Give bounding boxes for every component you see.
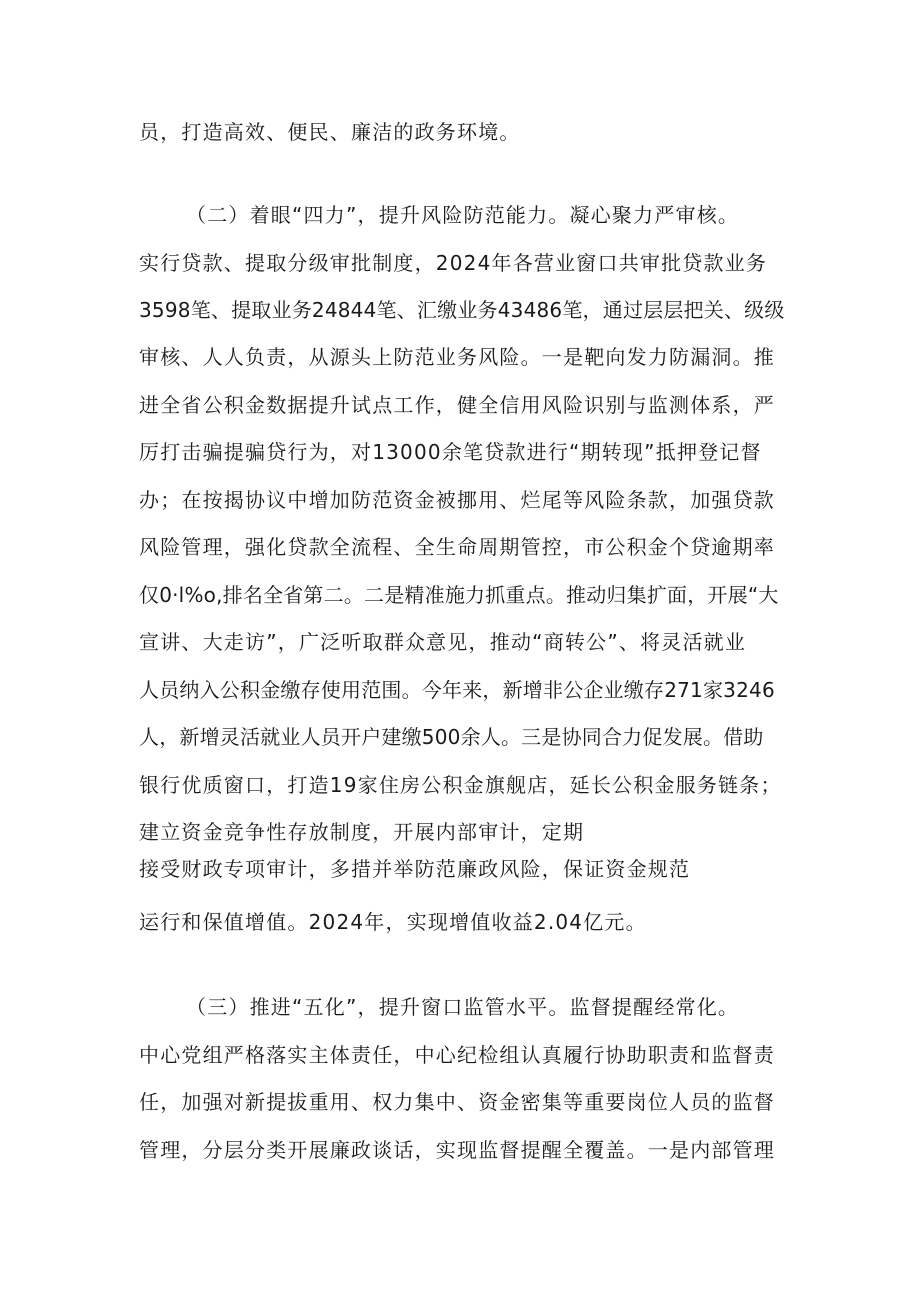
text-line: 银行优质窗口，打造19家住房公积金旗舰店，延长公积金服务链条； <box>139 773 782 797</box>
section-heading-3: （三）推进“五化”，提升窗口监管水平。监督提醒经常化。 <box>186 995 740 1019</box>
text-line: 人员纳入公积金缴存使用范围。今年来，新增非公企业缴存271家3246 <box>139 678 775 702</box>
section-heading-2: （二）着眼“四力”，提升风险防范能力。凝心聚力严审核。 <box>186 203 740 227</box>
text-line: 中心党组严格落实主体责任，中心纪检组认真履行协助职责和监督责 <box>139 1043 775 1067</box>
text-line: 审核、人人负责，从源头上防范业务风险。一是靶向发力防漏洞。推 <box>139 345 775 369</box>
text-line: 人，新增灵活就业人员开户建缴500余人。三是协同合力促发展。借助 <box>139 725 764 749</box>
text-line: 实行贷款、提取分级审批制度，2024年各营业窗口共审批贷款业务 <box>139 251 768 275</box>
text-line: 建立资金竞争性存放制度，开展内部审计，定期 <box>139 820 585 844</box>
text-line: 任，加强对新提拔重用、权力集中、资金密集等重要岗位人员的监督 <box>139 1090 775 1114</box>
text-line: 管理，分层分类开展廉政谈话，实现监督提醒全覆盖。一是内部管理 <box>139 1138 775 1162</box>
text-line: 运行和保值增值。2024年，实现增值收益2.04亿元。 <box>139 910 647 934</box>
text-line: 3598笔、提取业务24844笔、汇缴业务43486笔，通过层层把关、级级 <box>139 298 785 322</box>
text-line: 厉打击骗提骗贷行为，对13000余笔贷款进行“期转现”抵押登记督 <box>139 440 762 464</box>
text-line: 进全省公积金数据提升试点工作，健全信用风险识别与监测体系，严 <box>139 393 775 417</box>
text-line: 风险管理，强化贷款全流程、全生命周期管控，市公积金个贷逾期率 <box>139 535 775 559</box>
text-line: 仅0·l%o,排名全省第二。二是精准施力抓重点。推动归集扩面，开展“大 <box>139 583 779 607</box>
text-line: 员，打造高效、便民、廉洁的政务环境。 <box>139 120 521 144</box>
text-line: 接受财政专项审计，多措并举防范廉政风险，保证资金规范 <box>139 857 691 881</box>
text-line: 办；在按揭协议中增加防范资金被挪用、烂尾等风险条款，加强贷款 <box>139 488 775 512</box>
text-line: 宣讲、大走访”，广泛听取群众意见，推动“商转公”、将灵活就业 <box>139 630 747 654</box>
